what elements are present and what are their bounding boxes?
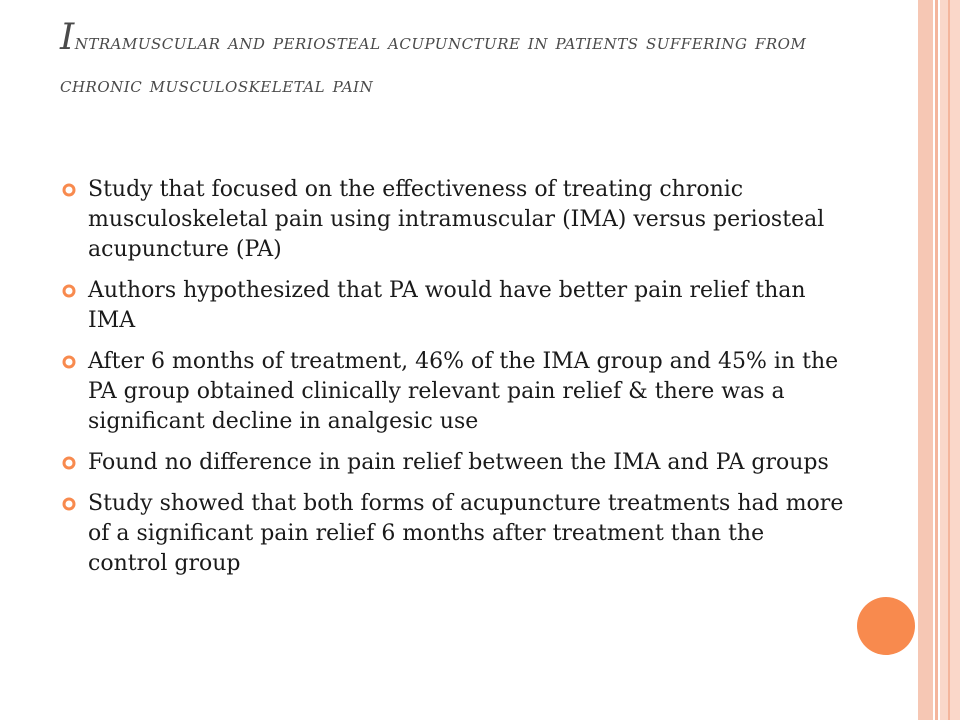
ring-bullet-icon bbox=[62, 497, 76, 511]
title-rest: ntramuscular and periosteal acupuncture in patients suffering from chronic musculoskeletal pain bbox=[60, 30, 807, 98]
ring-bullet-icon bbox=[62, 284, 76, 298]
bullet-text: After 6 months of treatment, 46% of the IMA group and 45% in the PA group obtained clinically relevant pain relief & there was a significant decline in analgesic use bbox=[88, 349, 839, 434]
ring-bullet-icon bbox=[62, 183, 76, 197]
ring-bullet-icon bbox=[62, 456, 76, 470]
bullet-item bbox=[60, 175, 850, 265]
bullet-item bbox=[60, 448, 850, 478]
bullet-text: Study that focused on the effectiveness of treating chronic musculoskeletal pain using intramuscular (IMA) versus periosteal acupuncture (PA) bbox=[88, 177, 825, 262]
decorative-stripe-wide bbox=[918, 0, 933, 720]
bullet-list bbox=[60, 175, 850, 590]
accent-circle bbox=[857, 597, 915, 655]
bullet-item bbox=[60, 489, 850, 579]
bullet-text: Found no difference in pain relief between the IMA and PA groups bbox=[88, 450, 829, 475]
title-first-letter: I bbox=[60, 17, 75, 58]
bullet-item bbox=[60, 347, 850, 437]
ring-bullet-icon bbox=[62, 355, 76, 369]
decorative-stripe-line bbox=[935, 0, 938, 720]
bullet-item bbox=[60, 276, 850, 336]
slide-title bbox=[60, 16, 850, 107]
decorative-stripe-band bbox=[940, 0, 960, 720]
bullet-text: Study showed that both forms of acupuncture treatments had more of a significant pain relief 6 months after treatment than the control group bbox=[88, 491, 844, 576]
decorative-stripe-line-inner bbox=[948, 0, 950, 720]
bullet-text: Authors hypothesized that PA would have better pain relief than IMA bbox=[88, 278, 806, 333]
